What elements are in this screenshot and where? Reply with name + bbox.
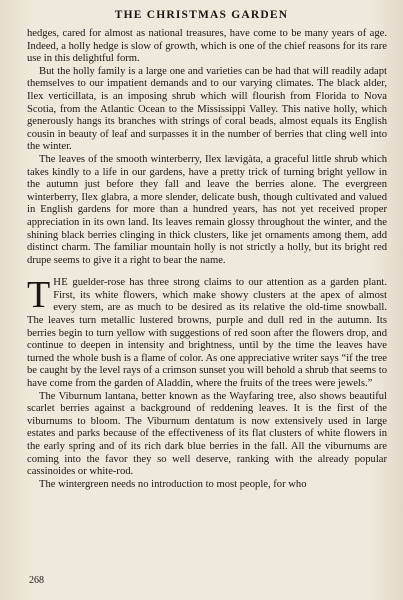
paragraph: The Viburnum lantana, better known as the Wayfaring tree, also shows beautiful scarlet berries against a background of reddening leaves. It is the first of the viburnums to bloom. The Viburnum dentatum is now extensively used in large estates and parks because of the effectiveness of its flat clusters of white flowers in the early spring and of its rich dark blue berries in the fall. All the viburnums are coming into the favor they so well deserve, ranking with the already popular cassinoides or white-rod.	[27, 390, 387, 478]
paragraph: The wintergreen needs no introduction to most people, for who	[39, 478, 307, 490]
page-number: 268	[29, 575, 44, 586]
drop-cap: T	[27, 274, 51, 317]
paragraph: hedges, cared for almost as national treasures, have come to be many years of age. Indeed, a holly hedge is slow of growth, which is one of the chief reasons for its rare use in this delightful form.	[27, 28, 387, 65]
small-caps-lead: HE	[53, 277, 69, 289]
paragraph-text: guelder-rose has three strong claims to our attention as a garden plant. First, its white flowers, which make showy clusters at the apex of almost every stem, are as much to be desired as its relative the old-time snowball. The leaves turn metallic lustered browns, purple and dull red in the autumn. Its berries begin to turn yellow with suggestions of red soon after the flowers drop, and continue to deepen in intensity and brightness, until by the time the leaves have turned the whole bush is a flame of color. As one appreciative writer says “if the tree be caught by the level rays of a crimson sunset you will behold a shrub that seems to have come from the garden of Aladdin, where the fruits of the trees were jewels.”	[27, 277, 387, 390]
paragraph: But the holly family is a large one and varieties can be had that will readily adapt themselves to our impatient demands and to our varying climates. The black alder, Ilex verticillata, is an imposing shrub which will flourish from Florida to Nova Scotia, from the Atlantic Ocean to the Mississippi Valley. This native holly, which generously hangs its branches with strings of coral beads, almost equals its English cousin in beauty of leaf and surpasses it in the number of berries that cling well into the winter.	[27, 65, 387, 153]
paragraph-with-dropcap	[27, 274, 387, 390]
paragraph: The leaves of the smooth winterberry, Ilex lævigàta, a graceful little shrub which takes kindly to a life in our gardens, have a pretty trick of turning bright yellow in the autumn just before they fall and leave the berries alone. The evergreen winterberry, Ilex glabra, a more slender, delicate bush, though cultivated and valued in English gardens for more than a hundred years, has not yet received proper appreciation in its own land. Its leaves remain glossy throughout the winter, and the shining black berries clinging in thick clusters, like jet ornaments among them, add distinct charm. The familiar mountain holly is not strictly a holly, but its bright red drupe seems to give it a right to bear the name.	[27, 153, 387, 266]
running-title: THE CHRISTMAS GARDEN	[114, 9, 289, 21]
body-text	[27, 28, 387, 491]
